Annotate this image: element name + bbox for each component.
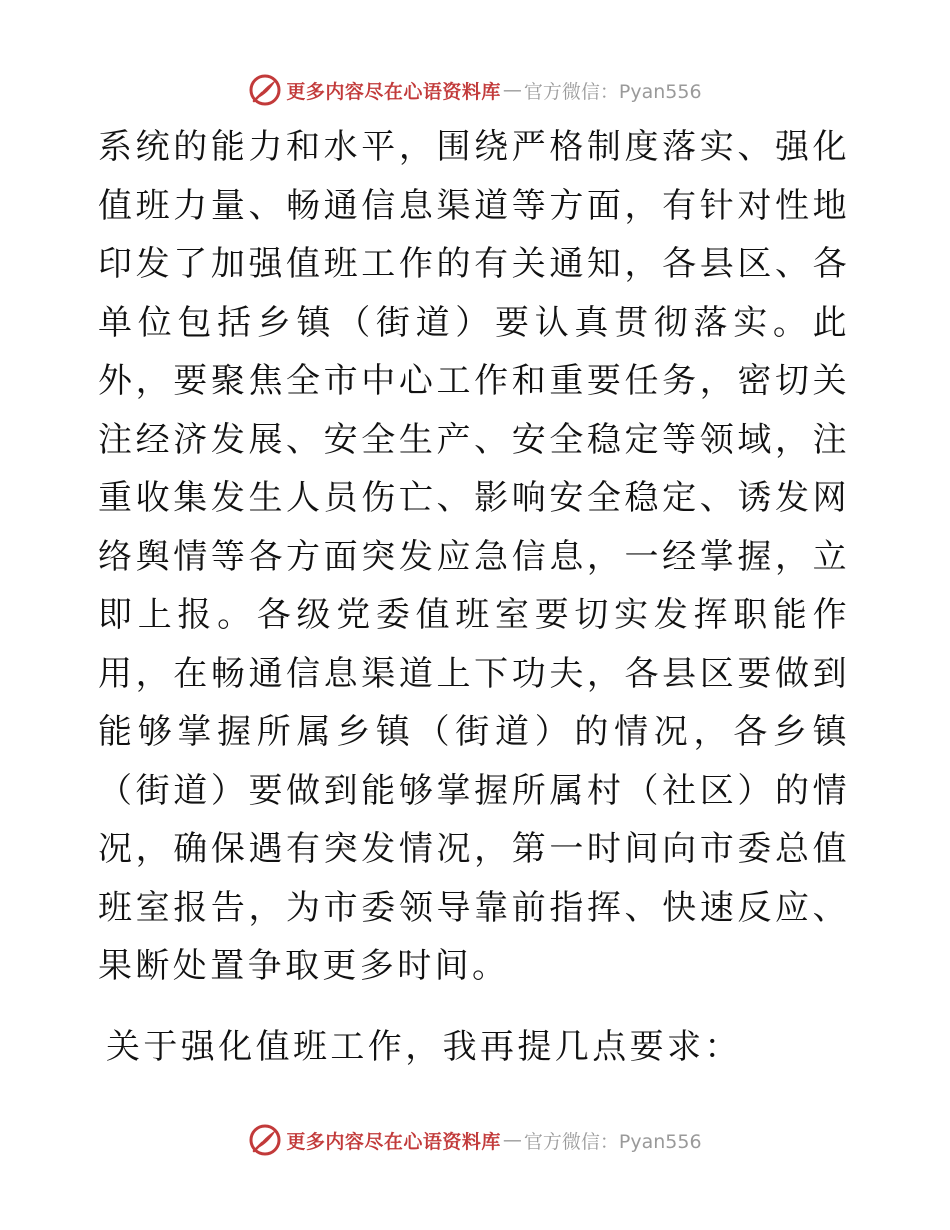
body-paragraph: 系统的能力和水平，围绕严格制度落实、强化值班力量、畅通信息渠道等方面，有针对性地印发了加强值班工作的有关通知，各县区、各单位包括乡镇（街道）要认真贯彻落实。此外，要聚焦全市中心工作和重要任务，密切关注经济发展、安全生产、安全稳定等领域，注重收集发生人员伤亡、影响安全稳定、诱发网络舆情等各方面突发应急信息，一经掌握，立即上报。各级党委值班室要切实发挥职能作用，在畅通信息渠道上下功夫，各县区要做到能够掌握所属乡镇（街道）的情况，各乡镇（街道）要做到能够掌握所属村（社区）的情况，确保遇有突发情况，第一时间向市委总值班室报告，为市委领导靠前指挥、快速反应、果断处置争取更多时间。	[98, 127, 850, 986]
watermark-site-text: 更多内容尽在心语资料库	[286, 1130, 501, 1153]
watermark-wechat-text: 官方微信：Pyan556	[523, 1130, 702, 1153]
feather-quill-icon	[248, 1123, 282, 1157]
watermark-site-text: 更多内容尽在心语资料库	[286, 80, 501, 103]
watermark-separator: —	[502, 1129, 522, 1151]
feather-quill-icon	[248, 73, 282, 107]
watermark-separator: —	[502, 79, 522, 101]
body-paragraph: 关于强化值班工作，我再提几点要求：	[106, 1026, 742, 1067]
footer-watermark	[0, 1122, 950, 1158]
watermark-wechat-text: 官方微信：Pyan556	[523, 80, 702, 103]
header-watermark	[0, 72, 950, 108]
document-body	[98, 118, 850, 1076]
